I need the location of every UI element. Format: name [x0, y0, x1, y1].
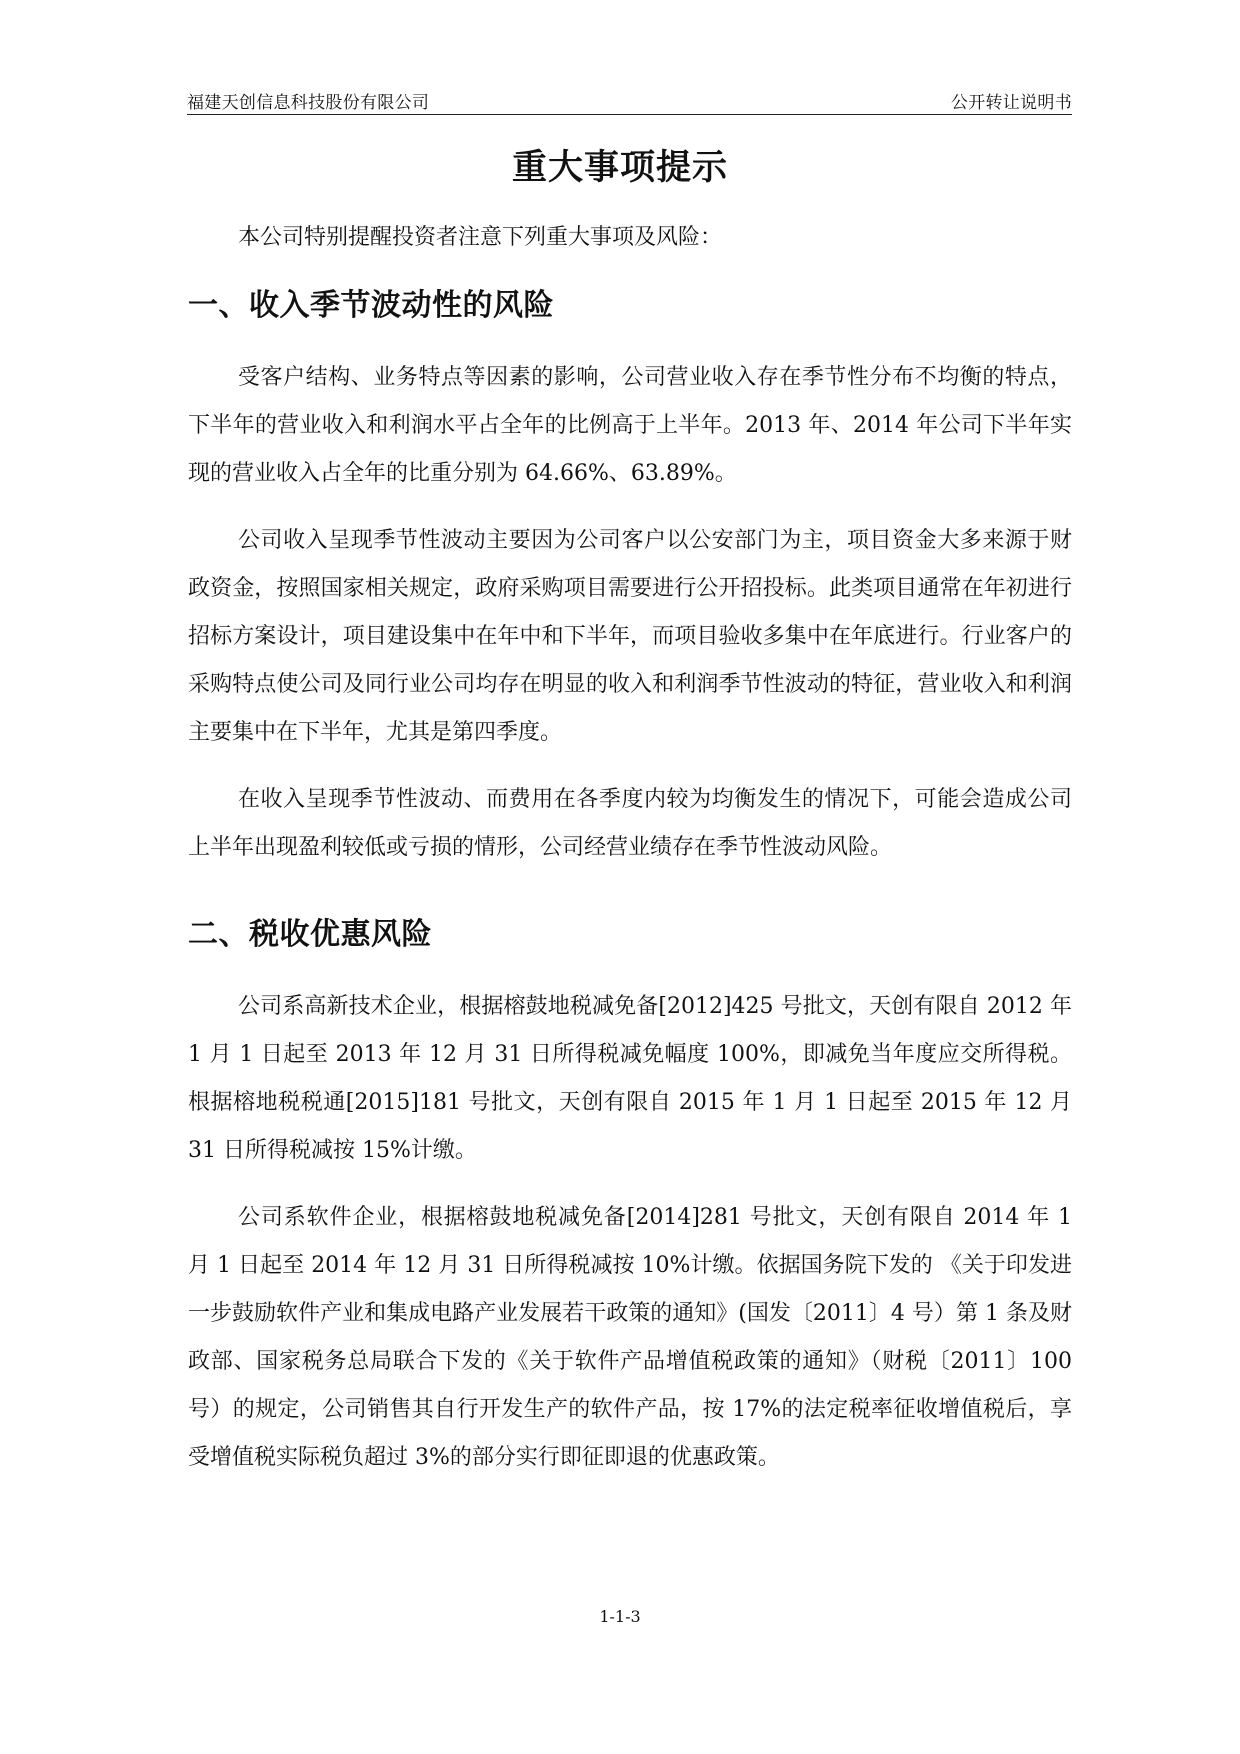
- paragraph: 受客户结构、业务特点等因素的影响，公司营业收入存在季节性分布不均衡的特点，下半年的营业收入和利润水平占全年的比例高于上半年。2013 年、2014 年公司下半年实现的营业收入占全年的比重分别为 64.66%、63.89%。: [188, 365, 1072, 486]
- page-header: [187, 86, 1072, 115]
- page-number: 1-1-3: [599, 1607, 641, 1626]
- section-heading: 一、收入季节波动性的风险: [188, 288, 554, 323]
- paragraph: 公司收入呈现季节性波动主要因为公司客户以公安部门为主，项目资金大多来源于财政资金，按照国家相关规定，政府采购项目需要进行公开招投标。此类项目通常在年初进行招标方案设计，项目建设集中在年中和下半年，而项目验收多集中在年底进行。行业客户的采购特点使公司及同行业公司均存在明显的收入和利润季节性波动的特征，营业收入和利润主要集中在下半年，尤其是第四季度。: [188, 528, 1072, 745]
- section-seasonal-revenue-risk: [188, 284, 1072, 872]
- header-document-type: 公开转让说明书: [950, 93, 1072, 113]
- document-body: [188, 220, 1072, 1501]
- paragraph: 公司系软件企业，根据榕鼓地税减免备[2014]281 号批文，天创有限自 2014 年 1 月 1 日起至 2014 年 12 月 31 日所得税减按 10%计缴。依据国务院下发的 《关于印发进一步鼓励软件产业和集成电路产业发展若干政策的通知》(国发〔2011〕4 号）第 1 条及财政部、国家税务总局联合下发的《关于软件产品增值税政策的通知》（财税〔2011〕100 号）的规定，公司销售其自行开发生产的软件产品，按 17%的法定税率征收增值税后，享受增值税实际税负超过 3%的部分实行即征即退的优惠政策。: [188, 1205, 1072, 1470]
- page-title: 重大事项提示: [511, 148, 728, 188]
- section-spacer: [188, 891, 1072, 913]
- paragraph: 公司系高新技术企业，根据榕鼓地税减免备[2012]425 号批文，天创有限自 2012 年 1 月 1 日起至 2013 年 12 月 31 日所得税减免幅度 100%，即减免当年度应交所得税。根据榕地税税通[2015]181 号批文，天创有限自 2015 年 1 月 1 日起至 2015 年 12 月 31 日所得税减按 15%计缴。: [188, 994, 1072, 1163]
- header-company-name: 福建天创信息科技股份有限公司: [187, 93, 430, 113]
- section-tax-incentive-risk: [188, 913, 1072, 1482]
- section-heading: 二、税收优惠风险: [188, 917, 432, 952]
- intro-paragraph: 本公司特别提醒投资者注意下列重大事项及风险：: [238, 225, 723, 250]
- paragraph: 在收入呈现季节性波动、而费用在各季度内较为均衡发生的情况下，可能会造成公司上半年出现盈利较低或亏损的情形，公司经营业绩存在季节性波动风险。: [188, 787, 1072, 860]
